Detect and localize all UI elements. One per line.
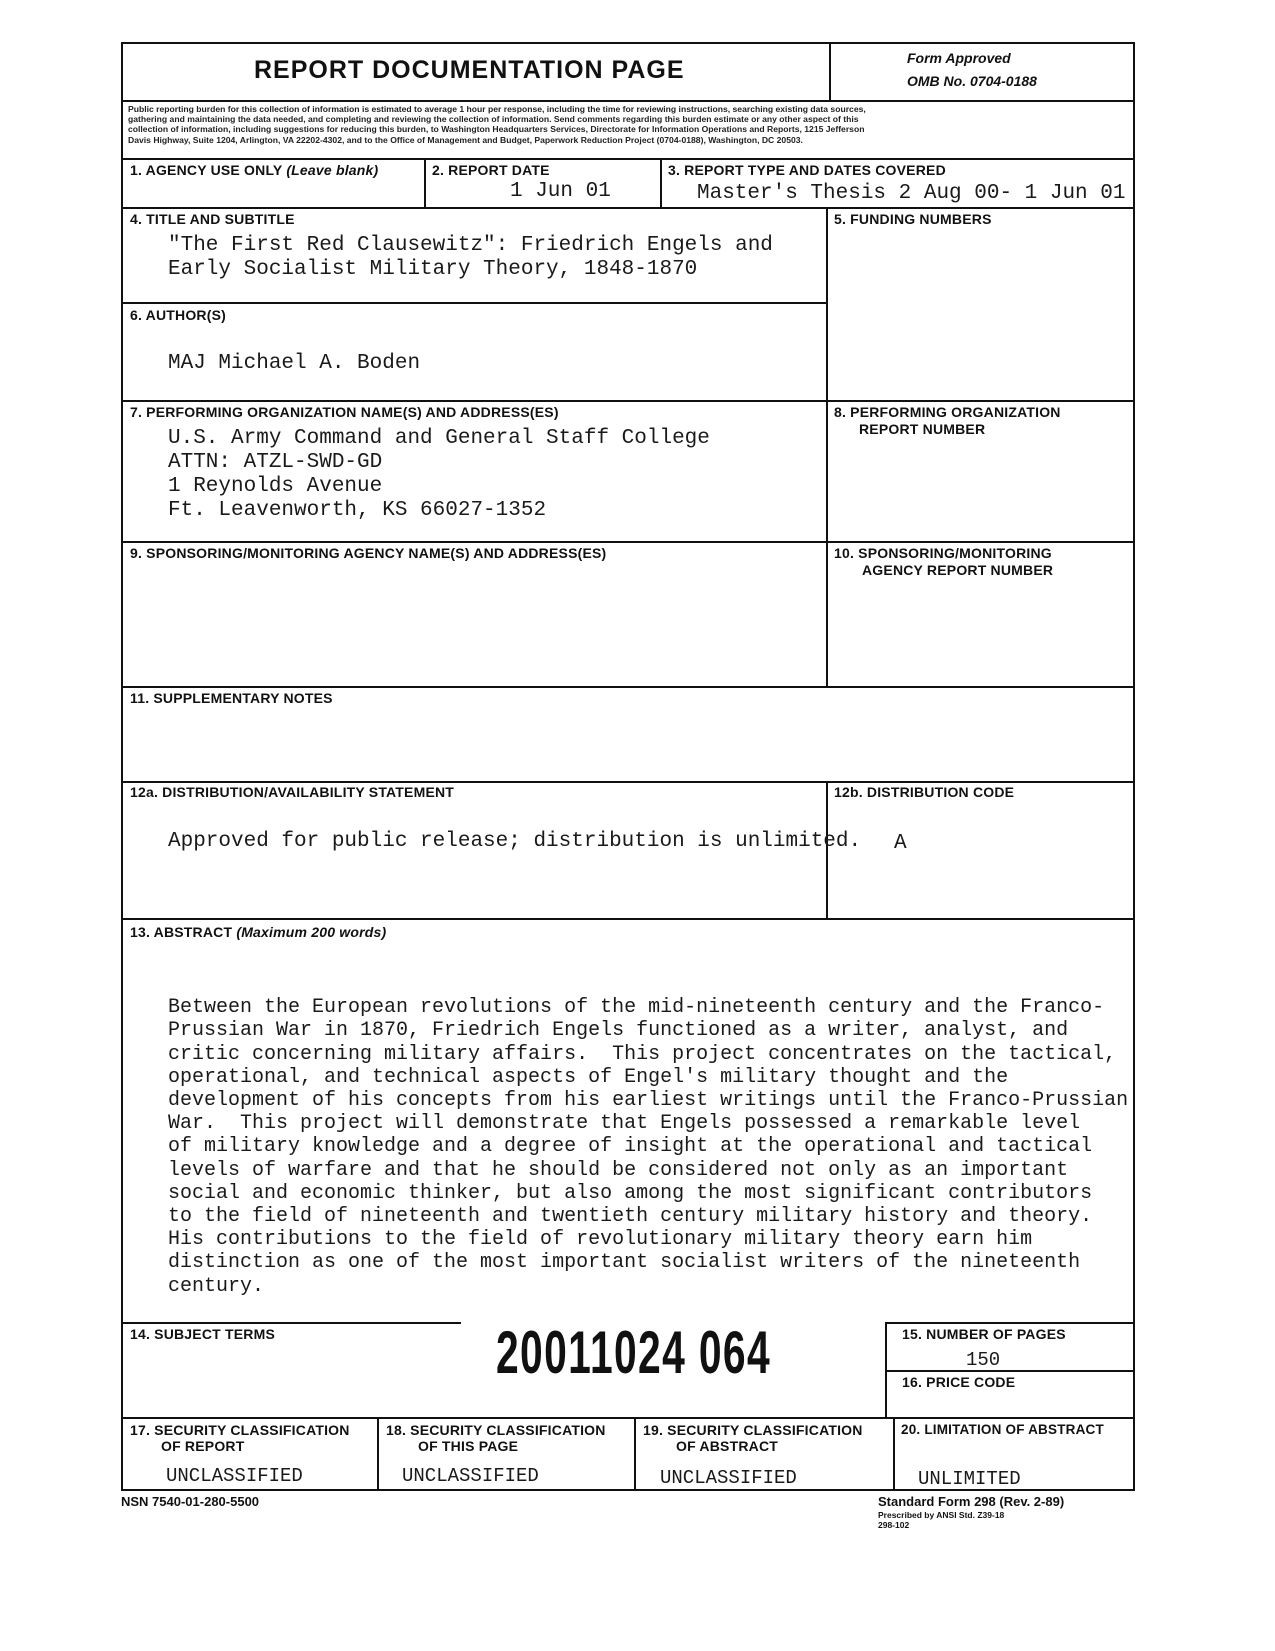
security-report-label-2: OF REPORT bbox=[161, 1438, 245, 1454]
row-rule bbox=[121, 918, 1135, 920]
distribution-code-label: 12b. DISTRIBUTION CODE bbox=[834, 784, 1015, 800]
distribution-statement-label: 12a. DISTRIBUTION/AVAILABILITY STATEMENT bbox=[130, 784, 455, 800]
abstract-label: 13. ABSTRACT (Maximum 200 words) bbox=[130, 924, 387, 940]
sponsoring-report-label-1: 10. SPONSORING/MONITORING bbox=[834, 545, 1052, 561]
performing-org-line-3: 1 Reynolds Avenue bbox=[168, 475, 383, 498]
divider bbox=[377, 1417, 379, 1491]
row1-top bbox=[121, 158, 1135, 160]
divider bbox=[424, 158, 426, 208]
report-type-label: 3. REPORT TYPE AND DATES COVERED bbox=[668, 162, 946, 178]
standard-form: Standard Form 298 (Rev. 2-89) bbox=[878, 1494, 1065, 1509]
security-abstract-label-2: OF ABSTRACT bbox=[676, 1438, 779, 1454]
report-date-value: 1 Jun 01 bbox=[510, 180, 611, 203]
row-rule bbox=[885, 1370, 1135, 1372]
omb-number: OMB No. 0704-0188 bbox=[907, 73, 1037, 89]
performing-org-line-4: Ft. Leavenworth, KS 66027-1352 bbox=[168, 499, 547, 522]
sponsoring-agency-label: 9. SPONSORING/MONITORING AGENCY NAME(S) AND ADDRESS(ES) bbox=[130, 545, 607, 561]
divider bbox=[634, 1417, 636, 1491]
number-of-pages-value: 150 bbox=[966, 1349, 1001, 1371]
distribution-statement-value: Approved for public release; distribution is unlimited. bbox=[168, 830, 862, 853]
security-report-label-1: 17. SECURITY CLASSIFICATION bbox=[130, 1422, 350, 1438]
row-rule bbox=[121, 400, 1135, 402]
price-code-label: 16. PRICE CODE bbox=[902, 1374, 1016, 1390]
subject-terms-label: 14. SUBJECT TERMS bbox=[130, 1326, 275, 1342]
title-line-1: "The First Red Clausewitz": Friedrich Engels and bbox=[168, 234, 773, 257]
security-page-label-2: OF THIS PAGE bbox=[418, 1438, 519, 1454]
author-value: MAJ Michael A. Boden bbox=[168, 352, 421, 375]
supplementary-notes-label: 11. SUPPLEMENTARY NOTES bbox=[130, 690, 333, 706]
limitation-value: UNLIMITED bbox=[918, 1468, 1021, 1490]
form-approved: Form Approved bbox=[907, 50, 1011, 66]
performing-org-report-label-2: REPORT NUMBER bbox=[859, 421, 986, 437]
number-of-pages-label: 15. NUMBER OF PAGES bbox=[902, 1326, 1066, 1342]
row-rule bbox=[121, 302, 828, 304]
security-page-value: UNCLASSIFIED bbox=[402, 1465, 539, 1487]
author-label: 6. AUTHOR(S) bbox=[130, 307, 226, 323]
right-column-divider bbox=[826, 207, 828, 687]
report-date-label: 2. REPORT DATE bbox=[432, 162, 550, 178]
divider bbox=[893, 1417, 895, 1491]
divider bbox=[660, 158, 662, 208]
prescribed-by: Prescribed by ANSI Std. Z39-18 bbox=[878, 1510, 1005, 1520]
form-title: REPORT DOCUMENTATION PAGE bbox=[254, 56, 685, 84]
title-line-2: Early Socialist Military Theory, 1848-1870 bbox=[168, 258, 698, 281]
security-abstract-value: UNCLASSIFIED bbox=[660, 1467, 797, 1489]
security-report-value: UNCLASSIFIED bbox=[166, 1465, 303, 1487]
abstract-body: Between the European revolutions of the mid-nineteenth century and the Franco- Prussian War in 1870, Friedrich Engels functioned as a writer, analyst, and critic concerning military affairs. This project concentrates on the tactical, operational, and technical aspects of Engel's military thought and the development of his concepts from his earliest writings until the Franco-Prussian War. This project will demonstrate that Engels possessed a remarkable level of military knowledge and a degree of insight at the operational and tactical levels of warfare and that he should be considered not only as an important social and economic thinker, but also among the most significant contributors to the field of nineteenth and twentieth century military history and theory. His contributions to the field of revolutionary military theory earn him distinction as one of the most important socialist writers of the nineteenth century. bbox=[168, 996, 1129, 1298]
header-rule bbox=[121, 100, 1135, 102]
performing-org-line-1: U.S. Army Command and General Staff College bbox=[168, 427, 710, 450]
distribution-code-value: A bbox=[894, 832, 907, 855]
header-divider bbox=[829, 42, 831, 102]
burden-notice: Public reporting burden for this collection of information is estimated to average 1 hour per response, including the time for reviewing instructions, searching existing data sources, gathering and maintaining the data needed, and completing and reviewing the collection of information. Send comments regarding this burden estimate or any other aspect of this collection of information, including suggestions for reducing this burden, to Washington Headquarters Services, Directorate for Information Operations and Reports, 1215 Jefferson Davis Highway, Suite 1204, Arlington, VA 22202-4302, and to the Office of Management and Budget, Paperwork Reduction Project (0704-0188), Washington, DC 20503. bbox=[128, 104, 866, 145]
sponsoring-report-label-2: AGENCY REPORT NUMBER bbox=[862, 562, 1054, 578]
report-type-value: Master's Thesis 2 Aug 00- 1 Jun 01 bbox=[697, 182, 1126, 205]
performing-org-label: 7. PERFORMING ORGANIZATION NAME(S) AND ADDRESS(ES) bbox=[130, 404, 559, 420]
security-abstract-label-1: 19. SECURITY CLASSIFICATION bbox=[643, 1422, 863, 1438]
row-rule bbox=[121, 781, 1135, 783]
row2-top bbox=[121, 207, 1135, 209]
title-subtitle-label: 4. TITLE AND SUBTITLE bbox=[130, 211, 295, 227]
performing-org-line-2: ATTN: ATZL-SWD-GD bbox=[168, 451, 383, 474]
accession-number: 20011024 064 bbox=[496, 1319, 772, 1386]
row-rule bbox=[121, 541, 1135, 543]
performing-org-report-label-1: 8. PERFORMING ORGANIZATION bbox=[834, 404, 1061, 420]
security-page-label-1: 18. SECURITY CLASSIFICATION bbox=[386, 1422, 606, 1438]
row-rule bbox=[885, 1322, 1135, 1324]
agency-use-label: 1. AGENCY USE ONLY (Leave blank) bbox=[130, 162, 379, 178]
row-rule bbox=[121, 1322, 461, 1324]
row-rule bbox=[121, 1417, 1135, 1419]
nsn-number: NSN 7540-01-280-5500 bbox=[121, 1494, 260, 1509]
row-rule bbox=[121, 686, 1135, 688]
form-code: 298-102 bbox=[878, 1520, 910, 1530]
funding-numbers-label: 5. FUNDING NUMBERS bbox=[834, 211, 992, 227]
limitation-label: 20. LIMITATION OF ABSTRACT bbox=[901, 1422, 1104, 1437]
